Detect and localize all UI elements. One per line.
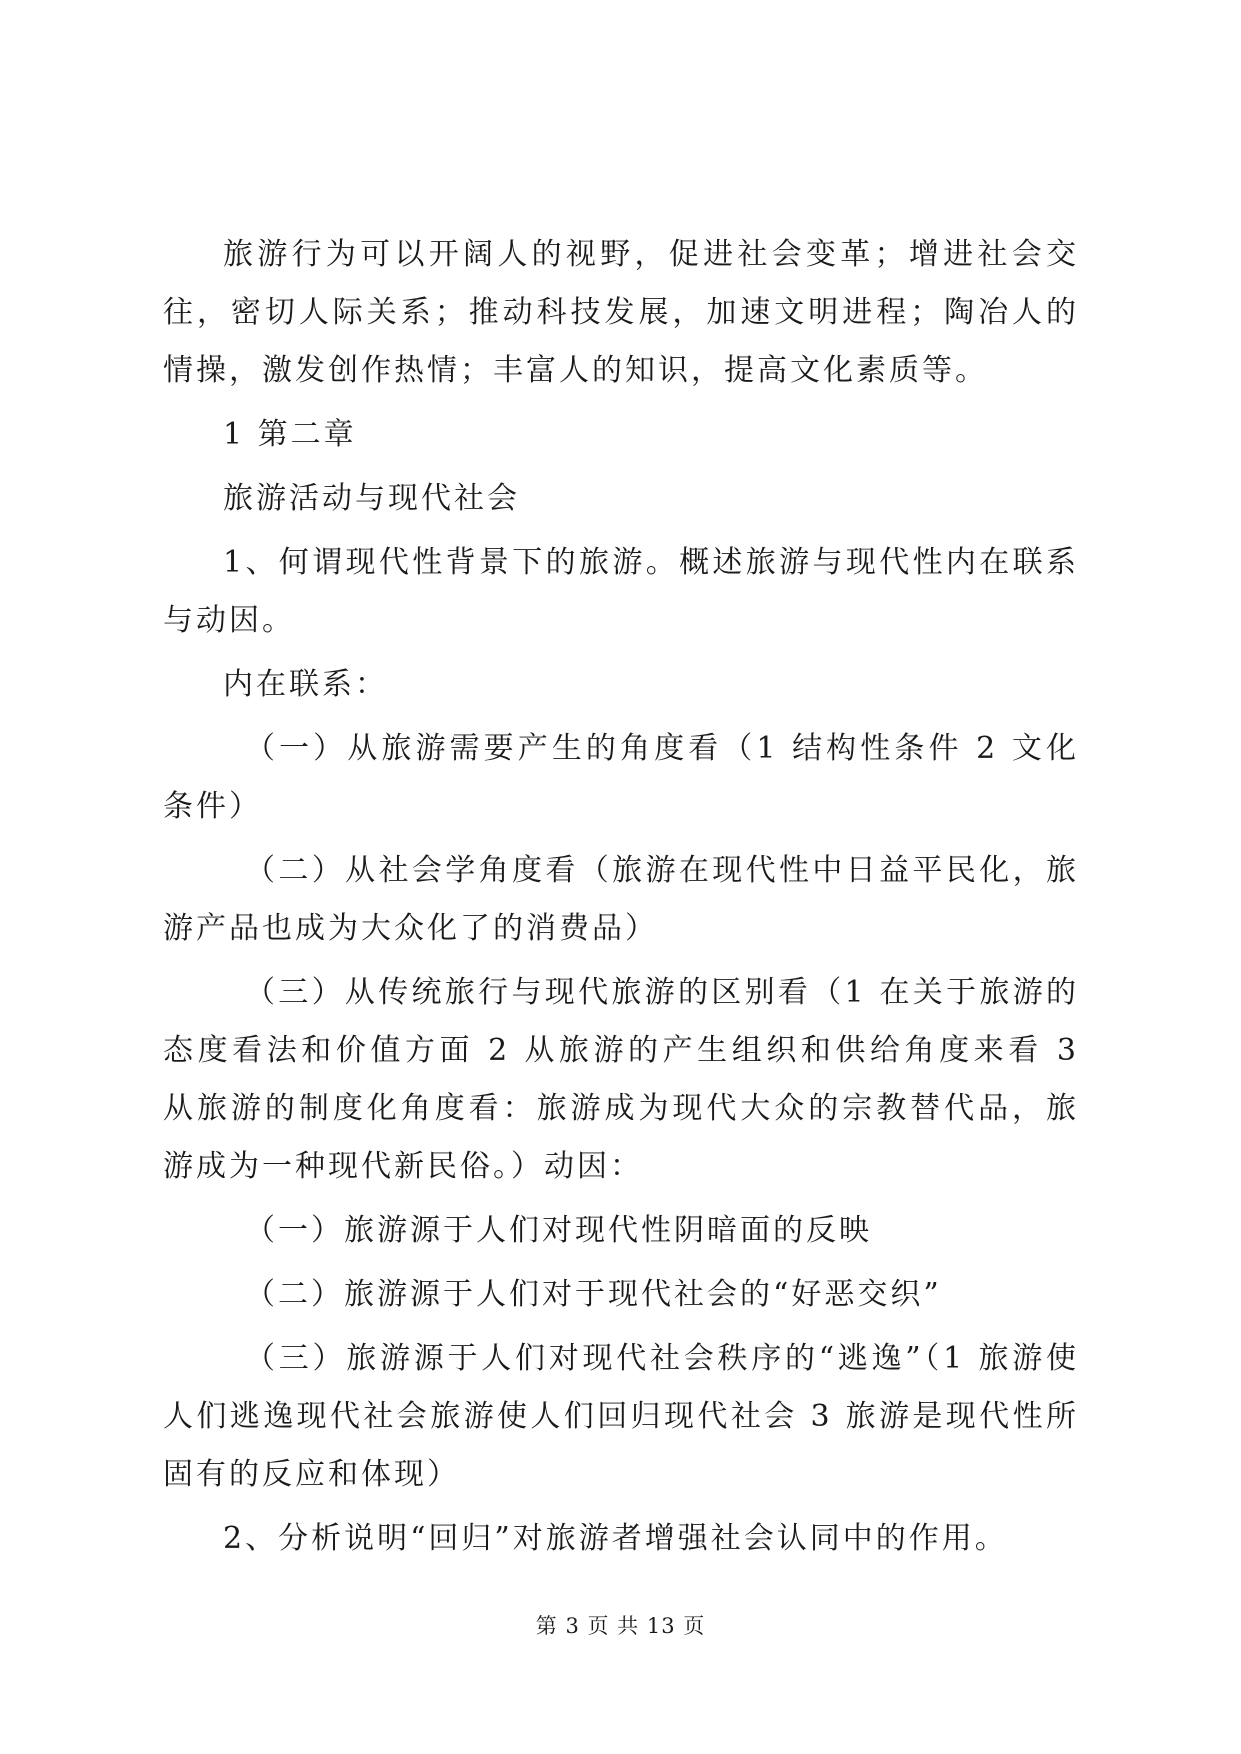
list-item-motive-3: （三）旅游源于人们对现代社会秩序的“逃逸”（1 旅游使人们逃逸现代社会旅游使人们回归现代社会 3 旅游是现代性所固有的反应和体现） [163,1341,1079,1492]
list-item-internal-1: （一）从旅游需要产生的角度看（1 结构性条件 2 文化条件） [163,731,1079,824]
list-item-internal-3: （三）从传统旅行与现代旅游的区别看（1 在关于旅游的态度看法和价值方面 2 从旅游的产生组织和供给角度来看 3 从旅游的制度化角度看：旅游成为现代大众的宗教替代品，旅游成为一种现代新民俗。）动因： [163,975,1079,1184]
page-footer: 第 3 页 共 13 页 [535,1614,706,1638]
chapter-title: 旅游活动与现代社会 [223,481,520,516]
chapter-number: 1 第二章 [223,417,357,452]
list-item-motive-2: （二）旅游源于人们对于现代社会的“好恶交织” [245,1277,942,1312]
list-item-motive-1: （一）旅游源于人们对现代性阴暗面的反映 [245,1213,872,1248]
question-1: 1、何谓现代性背景下的旅游。概述旅游与现代性内在联系与动因。 [163,545,1079,638]
paragraph-tourism-benefits: 旅游行为可以开阔人的视野，促进社会变革；增进社会交往，密切人际关系；推动科技发展，加速文明进程；陶冶人的情操，激发创作热情；丰富人的知识，提高文化素质等。 [163,237,1079,388]
section-heading-internal-links: 内在联系： [223,667,388,702]
list-item-internal-2: （二）从社会学角度看（旅游在现代性中日益平民化，旅游产品也成为大众化了的消费品） [163,853,1079,946]
document-body [163,226,1079,1574]
question-2: 2、分析说明“回归”对旅游者增强社会认同中的作用。 [223,1521,1008,1556]
